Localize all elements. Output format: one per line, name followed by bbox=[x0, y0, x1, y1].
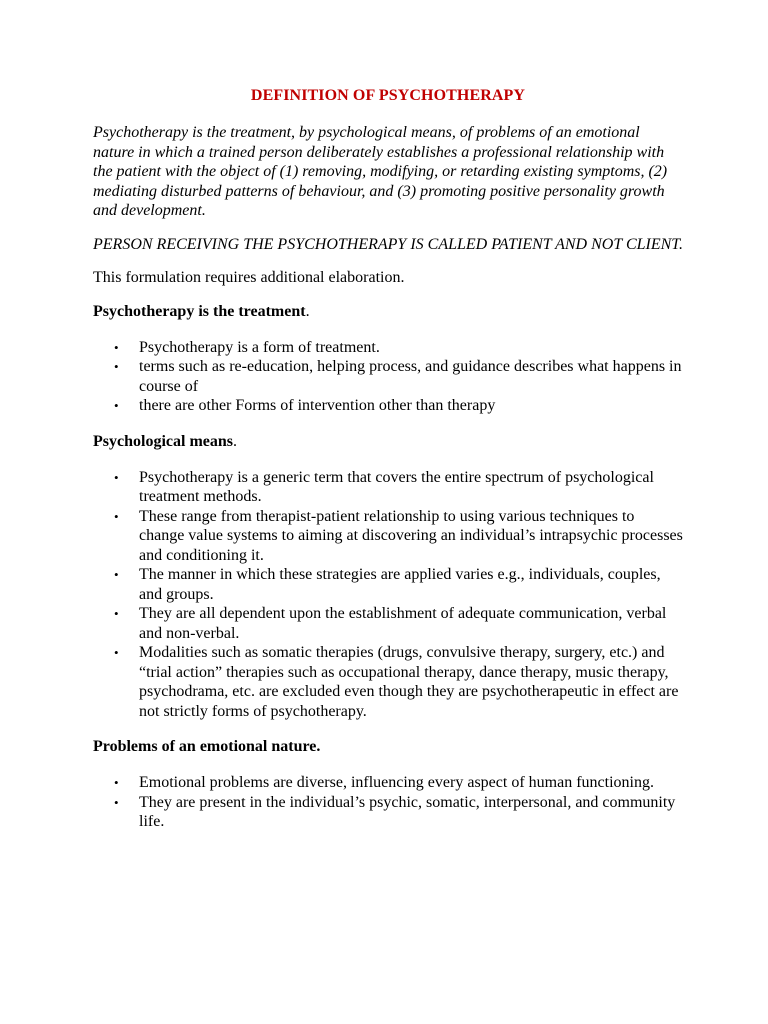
section-heading-text: Problems of an emotional nature. bbox=[93, 738, 321, 755]
section-heading-treatment bbox=[93, 302, 683, 322]
psychological-means-bullet-list bbox=[93, 468, 683, 722]
patient-note: PERSON RECEIVING THE PSYCHOTHERAPY IS CALLED PATIENT AND NOT CLIENT. bbox=[93, 235, 683, 253]
bullet-icon: • bbox=[114, 469, 119, 485]
bullet-icon: • bbox=[114, 508, 119, 524]
section-heading-text: Psychological means bbox=[93, 432, 233, 450]
list-item bbox=[93, 793, 683, 832]
list-item bbox=[93, 468, 683, 507]
list-item-text: They are present in the individual’s psychic, somatic, interpersonal, and community life. bbox=[139, 793, 676, 830]
list-item-text: The manner in which these strategies are applied varies e.g., individuals, couples, and groups. bbox=[139, 566, 661, 603]
bullet-icon: • bbox=[114, 645, 119, 660]
list-item-text: terms such as re-education, helping process, and guidance describes what happens in course of bbox=[139, 358, 682, 395]
section-heading-psychological-means bbox=[93, 432, 683, 452]
section-heading-period: . bbox=[233, 432, 237, 450]
list-item-text: These range from therapist-patient relationship to using various techniques to change value systems to aiming at discovering an individual’s intrapsychic processes and conditioning it. bbox=[139, 507, 683, 564]
elaboration-paragraph: This formulation requires additional elaboration. bbox=[93, 269, 405, 286]
list-item-text: They are all dependent upon the establishment of adequate communication, verbal and non-verbal. bbox=[139, 605, 667, 642]
section-heading-text: Psychotherapy is the treatment bbox=[93, 302, 306, 320]
bullet-icon: • bbox=[114, 359, 119, 374]
list-item-text: there are other Forms of intervention other than therapy bbox=[139, 397, 496, 414]
list-item bbox=[93, 565, 683, 604]
list-item-text: Psychotherapy is a form of treatment. bbox=[139, 338, 380, 356]
bullet-icon: • bbox=[114, 339, 119, 355]
bullet-icon: • bbox=[114, 794, 119, 810]
bullet-icon: • bbox=[114, 775, 119, 790]
emotional-nature-bullet-list bbox=[93, 773, 683, 832]
bullet-icon: • bbox=[114, 398, 119, 413]
list-item-text: Psychotherapy is a generic term that covers the entire spectrum of psychological treatment methods. bbox=[139, 468, 654, 505]
list-item bbox=[93, 357, 683, 396]
list-item bbox=[93, 507, 683, 566]
treatment-bullet-list bbox=[93, 338, 683, 416]
list-item bbox=[93, 338, 683, 358]
list-item bbox=[93, 604, 683, 643]
document-page bbox=[93, 86, 683, 848]
bullet-icon: • bbox=[114, 567, 119, 582]
list-item-text: Emotional problems are diverse, influencing every aspect of human functioning. bbox=[139, 774, 654, 791]
list-item bbox=[93, 643, 683, 721]
bullet-icon: • bbox=[114, 606, 119, 621]
list-item bbox=[93, 396, 683, 416]
section-heading-period: . bbox=[305, 302, 310, 320]
list-item-text: Modalities such as somatic therapies (drugs, convulsive therapy, surgery, etc.) and “trial action” therapies such as occupational therapy, dance therapy, music therapy, psychodrama, etc. are excluded even though they are psychotherapeutic in effect are not strictly forms of psychotherapy. bbox=[139, 644, 679, 720]
document-title: DEFINITION OF PSYCHOTHERAPY bbox=[250, 87, 526, 104]
section-heading-emotional-nature bbox=[93, 737, 683, 757]
definition-paragraph: Psychotherapy is the treatment, by psychological means, of problems of an emotional nature in which a trained person deliberately establishes a professional relationship with the patient with the object of (1) removing, modifying, or retarding existing symptoms, (2) mediating disturbed patterns of behaviour, and (3) promoting positive personality growth and development. bbox=[93, 124, 668, 219]
list-item bbox=[93, 773, 683, 793]
